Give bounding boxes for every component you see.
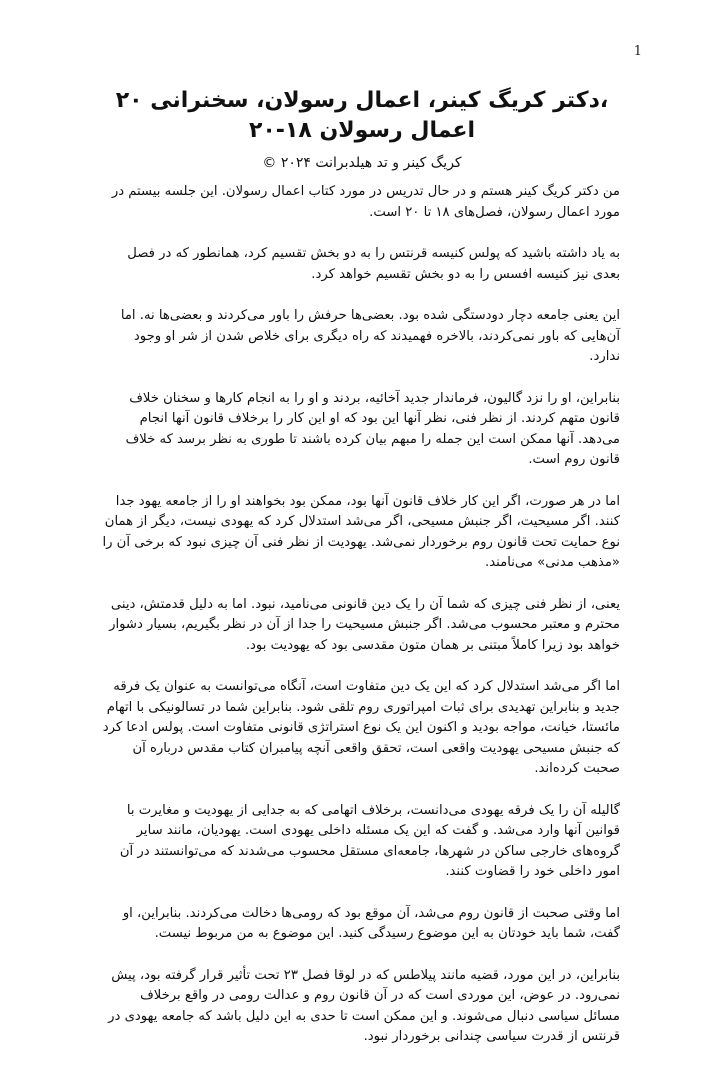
paragraph: بنابراین، در این مورد، قضیه مانند پیلاطس که در لوقا فصل ۲۳ تحت تأثیر قرار گرفته بود، پیش نمی‌رود. در عوض، این موردی است که در آن قانون روم و عدالت رومی در واقع برخلاف مسائل سیاسی دنبال می‌شوند. و این ممکن است تا حدی به این دلیل باشد که جامعه یهودی در قرنتس از قدرت سیاسی چندانی برخوردار نبود. — [108, 967, 620, 1044]
paragraph: اما در هر صورت، اگر این کار خلاف قانون آنها بود، ممکن بود بخواهند او را از جامعه یهود جدا کنند. اگر مسیحیت، اگر جنبش مسیحی، اگر می‌شد استدلال کرد که یهودی نیست، دیگر از همان نوع حمایت تحت قانون روم برخوردار نمی‌شد. یهودیت از نظر فنی آن چیزی نبود که برخی آن را «مذهب مدنی» می‌نامند. — [102, 493, 620, 570]
paragraph: این یعنی جامعه دچار دودستگی شده بود. بعضی‌ها حرفش را باور می‌کردند و بعضی‌ها نه. اما آن‌هایی که باور نمی‌کردند، بالاخره فهمیدند که راه دیگری برای خلاص شدن از شر او وجود ندارد. — [120, 308, 620, 364]
page-title — [60, 86, 664, 146]
page-number: 1 — [633, 44, 642, 59]
copyright-line: کریگ کینر و تد هیلدبرانت ۲۰۲۴ © — [262, 155, 462, 171]
paragraph: من دکتر کریگ کینر هستم و در حال تدریس در مورد کتاب اعمال رسولان. این جلسه بیستم در مورد اعمال رسولان، فصل‌های ۱۸ تا ۲۰ است. — [111, 184, 620, 220]
paragraph: اما وقتی صحبت از قانون روم می‌شد، آن موقع بود که رومی‌ها دخالت می‌کردند. بنابراین، او گفت، شما باید خودتان به این موضوع رسیدگی کنید. این موضوع به من مربوط نیست. — [122, 905, 620, 941]
document-header — [60, 86, 664, 172]
title-line-2: اعمال رسولان ۱۸-۲۰ — [248, 118, 476, 143]
paragraph: بنابراین، او را نزد گالیون، فرماندار جدید آخائیه، بردند و او را به انجام کارها و سخنان خلاف قانون متهم کردند. از نظر فنی، نظر آنها این بود که او این کار را برخلاف قانون آنها انجام می‌دهد. آنها ممکن است این جمله را مبهم بیان کرده باشند تا طوری به نظر برسد که خلاف قانون روم است. — [125, 390, 620, 467]
paragraph: به یاد داشته باشید که پولس کنیسه قرنتس را به دو بخش تقسیم کرد، همانطور که در فصل بعدی نیز کنیسه افسس را به دو بخش تقسیم خواهد کرد. — [127, 246, 620, 282]
title-line-1: ،دکتر کریگ کینر، اعمال رسولان، سخنرانی ۲۰ — [115, 88, 609, 113]
paragraph: گالیله آن را یک فرقه یهودی می‌دانست، برخلاف اتهامی که به جدایی از یهودیت و مغایرت با قوانین آنها وارد می‌شد. و گفت که این یک مسئله داخلی یهودی است. یهودیان، مانند سایر گروه‌های خارجی ساکن در شهرها، جامعه‌ای مستقل محسوب می‌شدند که می‌توانستند در آن امور داخلی خود را قضاوت کنند. — [119, 802, 620, 879]
document-body — [102, 182, 620, 1069]
paragraph: اما اگر می‌شد استدلال کرد که این یک دین متفاوت است، آنگاه می‌توانست به عنوان یک فرقه جدید و بنابراین تهدیدی برای ثبات امپراتوری روم تلقی شود. بنابراین شما در تسالونیکی با اتهام مائستا، خیانت، مواجه بودید و اکنون این یک نوع استراتژی قانونی متفاوت است. پولس ادعا کرد که جنبش مسیحی یهودیت واقعی است، تحقق واقعی آنچه پیامبران کتاب مقدس درباره آن صحبت کرده‌اند. — [102, 679, 620, 776]
paragraph: یعنی، از نظر فنی چیزی که شما آن را یک دین قانونی می‌نامید، نبود. اما به دلیل قدمتش، دینی محترم و معتبر محسوب می‌شد. اگر جنبش مسیحیت را جدا از آن در نظر بگیریم، بسیار دشوار خواهد بود زیرا کاملاً مبتنی بر همان متون مقدسی بود که یهودیت بود. — [109, 596, 620, 653]
